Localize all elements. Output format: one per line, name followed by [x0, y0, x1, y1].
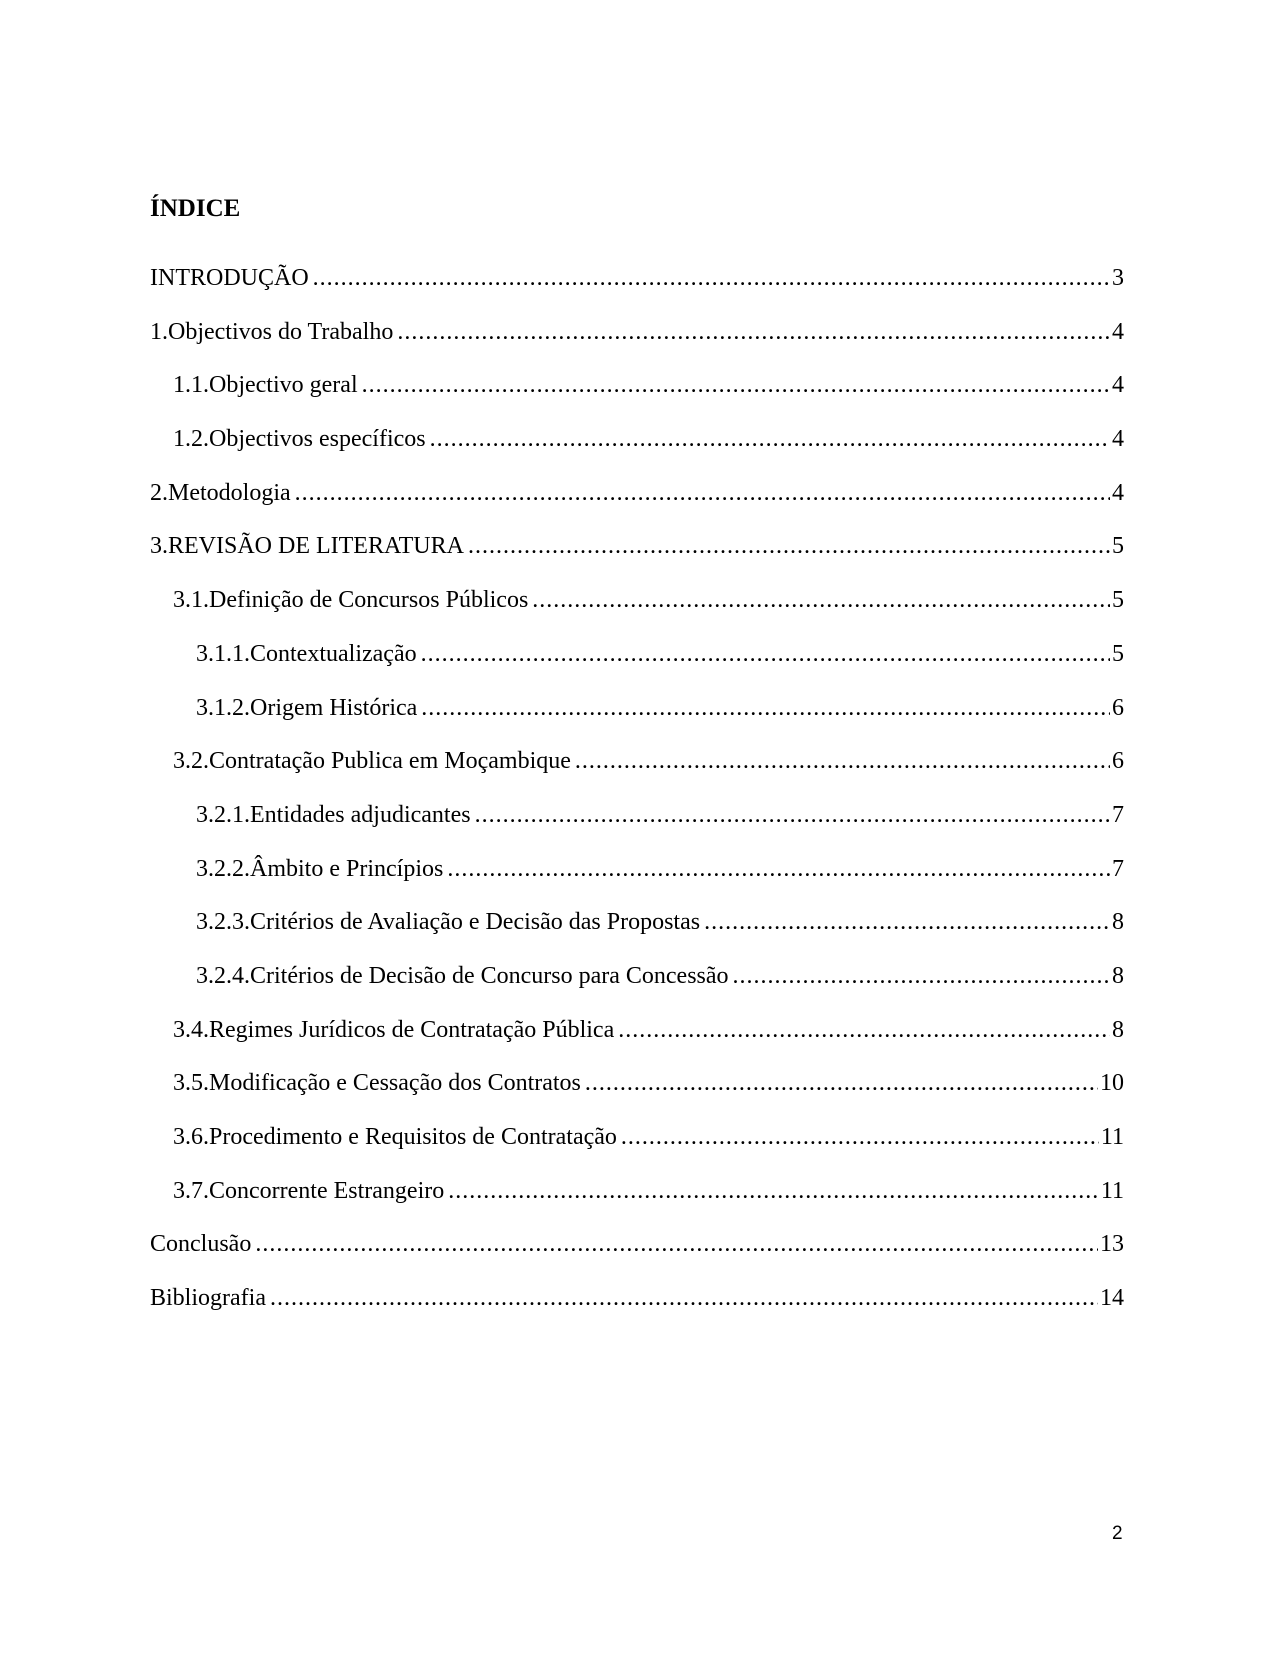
toc-entry[interactable]: [150, 857, 1124, 911]
toc-entry[interactable]: [150, 588, 1124, 642]
toc-entry-page: 13: [1100, 1231, 1124, 1258]
toc-entry-page: 5: [1112, 640, 1124, 667]
toc-entry-label: 3.5.Modificação e Cessação dos Contratos: [173, 1070, 581, 1097]
toc-entry-label: 3.2.Contratação Publica em Moçambique: [173, 748, 571, 775]
toc-entry-page: 11: [1100, 1177, 1124, 1204]
toc-entry-page: 10: [1100, 1070, 1124, 1097]
toc-entry-label: 3.1.1.Contextualização: [196, 640, 417, 667]
toc-entry-label: 1.2.Objectivos específicos: [173, 426, 426, 453]
toc-entry-label: 3.2.4.Critérios de Decisão de Concurso para Concessão: [196, 962, 729, 989]
toc-entry-page: 8: [1112, 962, 1124, 989]
toc-dot-leader: [575, 749, 1110, 773]
toc-entry[interactable]: [150, 1125, 1124, 1179]
toc-entry-page: 4: [1112, 372, 1124, 399]
toc-entry[interactable]: [150, 642, 1124, 696]
toc-entry-label: 3.2.3.Critérios de Avaliação e Decisão das Propostas: [196, 909, 701, 936]
toc-entry-label: INTRODUÇÃO: [150, 265, 309, 291]
toc-entry[interactable]: [150, 910, 1124, 964]
toc-dot-leader: [397, 320, 1110, 344]
table-of-contents: [150, 266, 1124, 1340]
toc-entry[interactable]: [150, 696, 1124, 750]
toc-entry[interactable]: [150, 481, 1124, 535]
toc-dot-leader: [313, 266, 1110, 290]
toc-entry-label: Conclusão: [150, 1231, 252, 1258]
toc-dot-leader: [468, 534, 1110, 558]
toc-entry-page: 11: [1100, 1124, 1124, 1150]
toc-entry-page: 8: [1112, 1016, 1124, 1043]
toc-entry[interactable]: [150, 320, 1124, 374]
toc-title: ÍNDICE: [150, 195, 241, 222]
toc-dot-leader: [430, 427, 1110, 451]
toc-dot-leader: [704, 910, 1110, 934]
toc-entry-label: 1.Objectivos do Trabalho: [150, 318, 394, 345]
toc-dot-leader: [475, 803, 1110, 827]
toc-dot-leader: [421, 696, 1110, 720]
toc-entry-page: 4: [1112, 479, 1124, 506]
toc-entry[interactable]: [150, 1232, 1124, 1286]
toc-entry-label: 3.6.Procedimento e Requisitos de Contratação: [173, 1124, 617, 1150]
toc-dot-leader: [585, 1071, 1098, 1095]
toc-entry-label: 3.2.2.Âmbito e Princípios: [196, 855, 444, 882]
toc-entry-page: 14: [1100, 1285, 1124, 1312]
toc-dot-leader: [421, 642, 1110, 666]
toc-entry-page: 6: [1112, 748, 1124, 775]
toc-entry-page: 6: [1112, 694, 1124, 721]
toc-entry-label: 3.2.1.Entidades adjudicantes: [196, 801, 471, 828]
toc-entry[interactable]: [150, 1018, 1124, 1072]
toc-entry-label: 3.REVISÃO DE LITERATURA: [150, 533, 464, 560]
toc-entry-label: 1.1.Objectivo geral: [173, 372, 358, 399]
toc-dot-leader: [255, 1232, 1098, 1256]
toc-dot-leader: [733, 964, 1110, 988]
toc-dot-leader: [448, 1179, 1099, 1203]
toc-entry[interactable]: [150, 1071, 1124, 1125]
toc-entry-label: 3.4.Regimes Jurídicos de Contratação Pública: [173, 1016, 615, 1043]
toc-dot-leader: [532, 588, 1110, 612]
toc-dot-leader: [362, 373, 1110, 397]
toc-entry[interactable]: [150, 964, 1124, 1018]
toc-dot-leader: [295, 481, 1110, 505]
toc-entry-page: 4: [1112, 426, 1124, 453]
toc-dot-leader: [621, 1125, 1099, 1149]
toc-entry[interactable]: [150, 266, 1124, 320]
toc-entry-label: 3.1.2.Origem Histórica: [196, 694, 418, 721]
toc-dot-leader: [618, 1018, 1110, 1042]
toc-entry-page: 3: [1112, 265, 1124, 291]
toc-entry[interactable]: [150, 1286, 1124, 1340]
toc-entry[interactable]: [150, 749, 1124, 803]
page-number: 2: [1112, 1523, 1123, 1544]
toc-entry-page: 7: [1112, 801, 1124, 828]
toc-dot-leader: [447, 857, 1110, 881]
toc-entry-page: 4: [1112, 318, 1124, 345]
toc-entry[interactable]: [150, 803, 1124, 857]
toc-entry-label: 2.Metodologia: [150, 479, 291, 506]
toc-entry-label: 3.1.Definição de Concursos Públicos: [173, 587, 529, 614]
toc-entry-page: 5: [1112, 533, 1124, 560]
toc-entry[interactable]: [150, 373, 1124, 427]
toc-dot-leader: [270, 1286, 1098, 1310]
toc-entry-page: 7: [1112, 855, 1124, 882]
toc-entry-page: 8: [1112, 909, 1124, 936]
toc-entry-label: 3.7.Concorrente Estrangeiro: [173, 1177, 445, 1204]
toc-entry[interactable]: [150, 1179, 1124, 1233]
toc-entry[interactable]: [150, 534, 1124, 588]
toc-entry-page: 5: [1112, 587, 1124, 614]
toc-entry[interactable]: [150, 427, 1124, 481]
toc-entry-label: Bibliografia: [150, 1285, 266, 1312]
